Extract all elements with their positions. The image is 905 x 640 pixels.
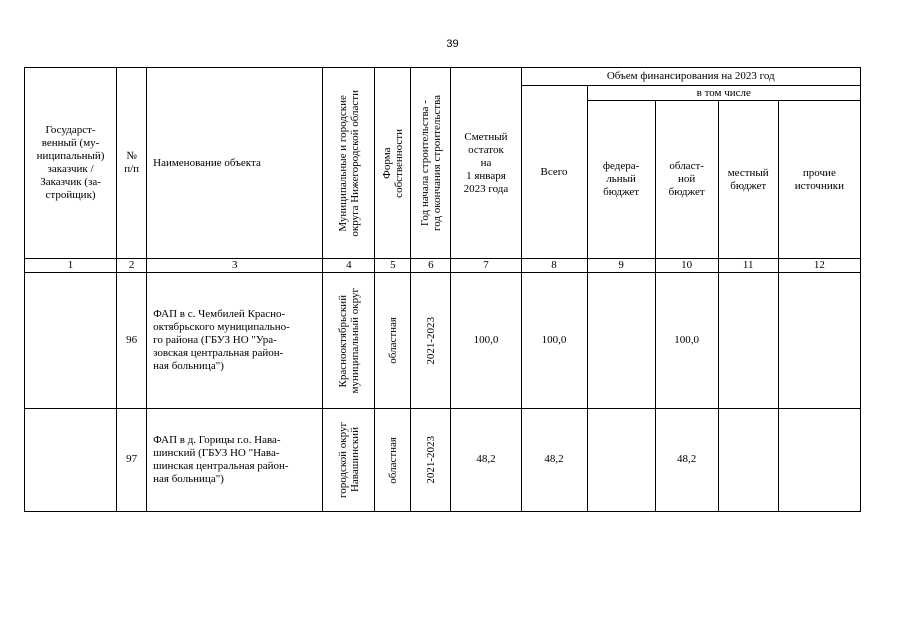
row-total: 48,2 — [521, 408, 587, 511]
column-number: 4 — [323, 259, 375, 273]
row-years — [411, 408, 451, 511]
column-number: 10 — [655, 259, 718, 273]
row-other — [778, 408, 860, 511]
header-other: прочие источники — [778, 101, 860, 259]
row-years — [411, 273, 451, 408]
column-number: 8 — [521, 259, 587, 273]
row-total: 100,0 — [521, 273, 587, 408]
financing-table — [24, 67, 861, 512]
header-district — [323, 68, 375, 259]
column-number: 7 — [451, 259, 521, 273]
header-object-name: Наименование объекта — [147, 68, 323, 259]
header-total: Всего — [521, 86, 587, 259]
header-customer: Государст- венный (му- ниципальный) заказчик / Заказчик (за- стройщик) — [25, 68, 117, 259]
row-num: 97 — [117, 408, 147, 511]
column-number: 11 — [718, 259, 778, 273]
row-district — [323, 408, 375, 511]
column-number: 12 — [778, 259, 860, 273]
row-object-name: ФАП в д. Горицы г.о. Нава- шинский (ГБУЗ НО "Нава- шинская центральная район- ная больница") — [147, 408, 323, 511]
header-financing: Объем финансирования на 2023 год — [521, 68, 861, 86]
row-local — [718, 273, 778, 408]
row-local — [718, 408, 778, 511]
column-number: 3 — [147, 259, 323, 273]
header-years — [411, 68, 451, 259]
table-row — [25, 408, 861, 511]
header-num: № п/п — [117, 68, 147, 259]
row-customer — [25, 273, 117, 408]
row-years-text: 2021-2023 — [424, 316, 437, 365]
header-local: местный бюджет — [718, 101, 778, 259]
header-balance: Сметный остаток на 1 января 2023 года — [451, 68, 521, 259]
page-number: 39 — [446, 38, 459, 50]
row-district — [323, 273, 375, 408]
header-regional: област- ной бюджет — [655, 101, 718, 259]
row-ownership — [375, 273, 411, 408]
header-years-text: Год начала строительства - год окончания строительства — [418, 95, 443, 232]
row-object-name: ФАП в с. Чембилей Красно- октябрьского муниципально- го района (ГБУЗ НО "Ура- зовская центральная район- ная больница") — [147, 273, 323, 408]
table-row — [25, 273, 861, 408]
column-number: 6 — [411, 259, 451, 273]
row-years-text: 2021-2023 — [424, 436, 437, 484]
header-ownership — [375, 68, 411, 259]
header-including: в том числе — [587, 86, 860, 101]
row-federal — [587, 273, 655, 408]
column-number: 5 — [375, 259, 411, 273]
row-federal — [587, 408, 655, 511]
row-balance: 100,0 — [451, 273, 521, 408]
row-customer — [25, 408, 117, 511]
header-district-text: Муниципальные и городские округа Нижегородской области — [336, 89, 361, 237]
row-other — [778, 273, 860, 408]
column-number: 1 — [25, 259, 117, 273]
header-federal: федера- льный бюджет — [587, 101, 655, 259]
row-num: 96 — [117, 273, 147, 408]
column-number-row — [25, 259, 861, 273]
row-district-text: городской округ Навашинский — [336, 421, 361, 498]
row-regional: 48,2 — [655, 408, 718, 511]
column-number: 9 — [587, 259, 655, 273]
row-regional: 100,0 — [655, 273, 718, 408]
row-district-text: Краснооктябрьский муниципальный округ — [336, 287, 361, 394]
row-ownership — [375, 408, 411, 511]
column-number: 2 — [117, 259, 147, 273]
header-ownership-text: Форма собственности — [380, 128, 405, 198]
row-balance: 48,2 — [451, 408, 521, 511]
row-ownership-text: областная — [386, 317, 399, 364]
row-ownership-text: областная — [386, 436, 399, 484]
